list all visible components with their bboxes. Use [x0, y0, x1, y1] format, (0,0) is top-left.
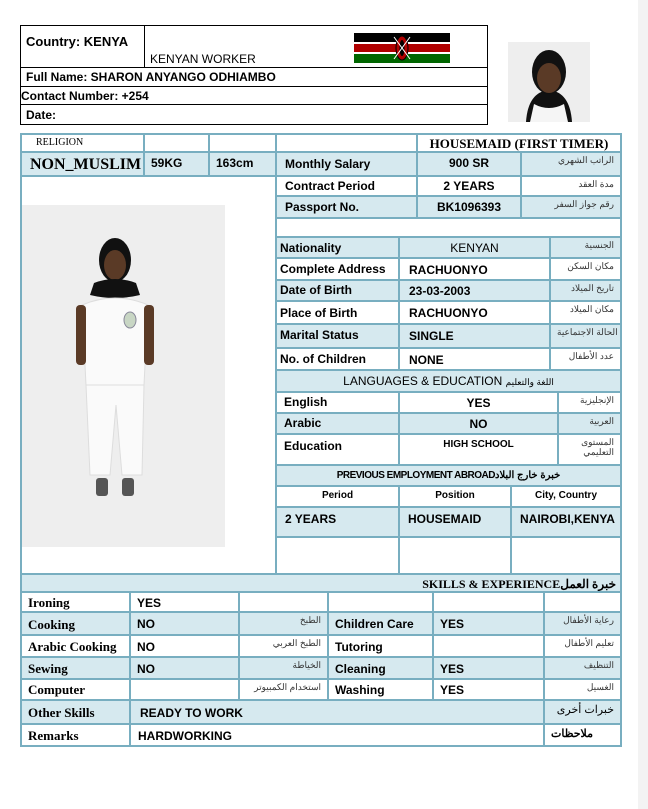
religion-label: RELIGION: [36, 137, 84, 148]
skill-tutoring-ar: تعليم الأطفال: [543, 634, 622, 658]
pob-value: RACHUONYO: [398, 300, 551, 325]
skill-washing-value: YES: [432, 678, 545, 701]
skill-cooking-ar: الطبخ: [238, 611, 329, 636]
languages-title: LANGUAGES & EDUCATION: [343, 374, 503, 388]
weight-value: 59KG: [143, 151, 210, 177]
skill-tutoring-label: Tutoring: [327, 634, 434, 658]
contact-number: Contact Number: +254: [21, 89, 149, 103]
remarks-label: Remarks: [20, 723, 131, 747]
full-name: Full Name: SHARON ANYANGO ODHIAMBO: [26, 70, 276, 84]
education-value: HIGH SCHOOL: [398, 433, 559, 466]
date-label: Date:: [26, 108, 57, 122]
education-label: Education: [275, 433, 400, 466]
children-ar: عدد الأطفال: [549, 347, 622, 371]
salary-ar: الراتب الشهري: [520, 151, 622, 177]
children-label: No. of Children: [275, 347, 400, 371]
employment-blank-cell: [510, 536, 622, 575]
skills-title-ar: خبرة العمل: [560, 577, 616, 591]
header-divider-3: [20, 104, 488, 105]
remarks-value: HARDWORKING: [129, 723, 545, 747]
skill-right-blank-value: [432, 591, 545, 613]
skill-cleaning-label: Cleaning: [327, 656, 434, 680]
nationality-ar: الجنسية: [549, 236, 622, 259]
blank-cell: [275, 133, 418, 153]
avatar: [508, 42, 590, 122]
skill-sewing-ar: الخياطة: [238, 656, 329, 680]
nationality-label: Nationality: [275, 236, 400, 259]
skills-header: [20, 573, 622, 593]
height-value: 163cm: [208, 151, 277, 177]
english-value: YES: [398, 391, 559, 414]
dob-value: 23-03-2003: [398, 279, 551, 302]
employment-title-ar: خبرة خارج البلاد: [495, 470, 561, 481]
skill-washing-label: Washing: [327, 678, 434, 701]
children-value: NONE: [398, 347, 551, 371]
skill-arabic-cooking-label: Arabic Cooking: [20, 634, 131, 658]
skill-sewing-value: NO: [129, 656, 240, 680]
header-divider-2: [20, 86, 488, 87]
blank-cell: [208, 133, 277, 153]
languages-title-ar: اللغة والتعليم: [505, 377, 554, 387]
religion-label-cell: [20, 133, 145, 153]
employment-header: [275, 464, 622, 487]
employment-period-value: 2 YEARS: [275, 506, 400, 538]
english-label: English: [275, 391, 400, 414]
salary-label: Monthly Salary: [275, 151, 418, 177]
marital-ar: الحالة الاجتماعية: [549, 323, 622, 349]
full-body-photo-icon: [22, 205, 225, 547]
blank-cell: [143, 133, 210, 153]
skill-tutoring-value: [432, 634, 545, 658]
remarks-ar: ملاحظات: [543, 723, 622, 747]
employment-position-value: HOUSEMAID: [398, 506, 512, 538]
full-body-photo: [22, 205, 225, 547]
header-divider-1: [20, 67, 488, 68]
religion-value: NON_MUSLIM: [20, 151, 145, 177]
skill-ironing-label: Ironing: [20, 591, 131, 613]
headshot-photo-icon: [508, 42, 590, 122]
marital-value: SINGLE: [398, 323, 551, 349]
passport-label: Passport No.: [275, 195, 418, 219]
skill-computer-ar: استخدام الكمبيوتر: [238, 678, 329, 701]
contract-period-value: 2 YEARS: [416, 175, 522, 197]
skill-right-blank-label: [327, 591, 434, 613]
address-label: Complete Address: [275, 257, 400, 281]
dob-ar: تاريخ الميلاد: [549, 279, 622, 302]
skill-arabic-cooking-ar: الطبخ العربي: [238, 634, 329, 658]
skill-cooking-label: Cooking: [20, 611, 131, 636]
other-skills-label: Other Skills: [20, 699, 131, 725]
employment-blank-cell: [398, 536, 512, 575]
arabic-value: NO: [398, 412, 559, 435]
employment-city-value: NAIROBI,KENYA: [510, 506, 622, 538]
dob-label: Date of Birth: [275, 279, 400, 302]
worker-type: KENYAN WORKER: [150, 52, 256, 66]
skill-arabic-cooking-value: NO: [129, 634, 240, 658]
employment-col-city: City, Country: [510, 485, 622, 508]
skill-cooking-value: NO: [129, 611, 240, 636]
skill-computer-label: Computer: [20, 678, 131, 701]
country-label: Country: KENYA: [26, 34, 129, 49]
pob-label: Place of Birth: [275, 300, 400, 325]
languages-header: [275, 369, 622, 393]
employment-title: PREVIOUS EMPLOYMENT ABROAD: [336, 470, 495, 481]
skill-childcare-ar: رعاية الأطفال: [543, 611, 622, 636]
passport-value: BK1096393: [416, 195, 522, 219]
salary-value: 900 SR: [416, 151, 522, 177]
arabic-ar: العربية: [557, 412, 622, 435]
skill-washing-ar: الغسيل: [543, 678, 622, 701]
other-skills-value: READY TO WORK: [129, 699, 545, 725]
position-title: HOUSEMAID (FIRST TIMER): [416, 133, 622, 153]
employment-col-position: Position: [398, 485, 512, 508]
skill-ironing-ar: [238, 591, 329, 613]
skill-cleaning-value: YES: [432, 656, 545, 680]
skill-sewing-label: Sewing: [20, 656, 131, 680]
header-vdivider: [144, 25, 145, 67]
skills-title: SKILLS & EXPERIENCE: [422, 577, 561, 591]
employment-col-period: Period: [275, 485, 400, 508]
skill-computer-value: [129, 678, 240, 701]
marital-label: Marital Status: [275, 323, 400, 349]
contract-period-ar: مدة العقد: [520, 175, 622, 197]
contract-period-label: Contract Period: [275, 175, 418, 197]
arabic-label: Arabic: [275, 412, 400, 435]
address-value: RACHUONYO: [398, 257, 551, 281]
skill-cleaning-ar: التنظيف: [543, 656, 622, 680]
skill-right-blank-ar: [543, 591, 622, 613]
skill-ironing-value: YES: [129, 591, 240, 613]
other-skills-ar: خبرات أخرى: [543, 699, 622, 725]
employment-blank-cell: [275, 536, 400, 575]
blank-row: [275, 217, 622, 238]
kenya-flag-icon: [354, 33, 450, 63]
english-ar: الإنجليزية: [557, 391, 622, 414]
education-ar: المستوى التعليمي: [557, 433, 622, 466]
passport-ar: رقم جواز السفر: [520, 195, 622, 219]
pob-ar: مكان الميلاد: [549, 300, 622, 325]
skill-childcare-label: Children Care: [327, 611, 434, 636]
skill-childcare-value: YES: [432, 611, 545, 636]
nationality-value: KENYAN: [398, 236, 551, 259]
address-ar: مكان السكن: [549, 257, 622, 281]
